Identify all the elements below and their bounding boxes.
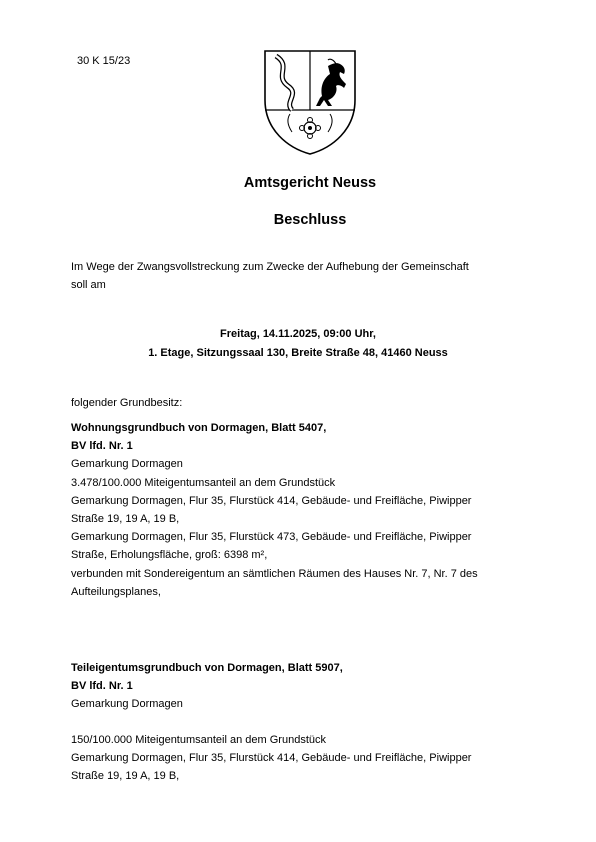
- property-bv-number: BV lfd. Nr. 1: [71, 440, 133, 453]
- appointment-location: 1. Etage, Sitzungssaal 130, Breite Straße 48, 41460 Neuss: [148, 347, 448, 359]
- intro-line: soll am: [71, 279, 106, 292]
- document-type: Beschluss: [273, 212, 347, 228]
- file-number: 30 K 15/23: [77, 55, 131, 67]
- intro-paragraph: [71, 258, 551, 294]
- property-block-2-details: [71, 731, 551, 786]
- property-line: Straße 19, 19 A, 19 B,: [71, 770, 180, 783]
- property-line: Gemarkung Dormagen, Flur 35, Flurstück 414, Gebäude- und Freifläche, Piwipper: [71, 494, 472, 507]
- property-line: Gemarkung Dormagen, Flur 35, Flurstück 414, Gebäude- und Freifläche, Piwipper: [71, 752, 472, 765]
- court-name: Amtsgericht Neuss: [243, 175, 377, 191]
- property-line: Gemarkung Dormagen: [71, 458, 183, 471]
- property-line: 3.478/100.000 Miteigentumsanteil an dem Grundstück: [71, 476, 336, 489]
- intro-line: Im Wege der Zwangsvollstreckung zum Zwecke der Aufhebung der Gemeinschaft: [71, 261, 469, 273]
- property-line: verbunden mit Sondereigentum an sämtlichen Räumen des Hauses Nr. 7, Nr. 7 des: [71, 567, 478, 580]
- property-gemarkung: Gemarkung Dormagen: [71, 698, 183, 711]
- nrw-coat-of-arms-icon: [262, 48, 358, 156]
- property-bv-number: BV lfd. Nr. 1: [71, 680, 133, 693]
- property-block-2: [71, 659, 551, 714]
- property-line: Straße 19, 19 A, 19 B,: [71, 513, 180, 526]
- property-line: Straße, Erholungsfläche, groß: 6398 m²,: [71, 549, 268, 562]
- property-intro: folgender Grundbesitz:: [71, 397, 183, 409]
- property-block-1: [71, 419, 551, 601]
- property-heading: Teileigentumsgrundbuch von Dormagen, Blatt 5907,: [71, 662, 343, 674]
- property-line: Gemarkung Dormagen, Flur 35, Flurstück 473, Gebäude- und Freifläche, Piwipper: [71, 531, 472, 544]
- property-line: Aufteilungsplanes,: [71, 585, 161, 598]
- property-heading: Wohnungsgrundbuch von Dormagen, Blatt 5407,: [71, 422, 327, 434]
- appointment-block: [0, 325, 596, 363]
- appointment-datetime: Freitag, 14.11.2025, 09:00 Uhr,: [220, 328, 376, 340]
- property-line: 150/100.000 Miteigentumsanteil an dem Grundstück: [71, 734, 326, 746]
